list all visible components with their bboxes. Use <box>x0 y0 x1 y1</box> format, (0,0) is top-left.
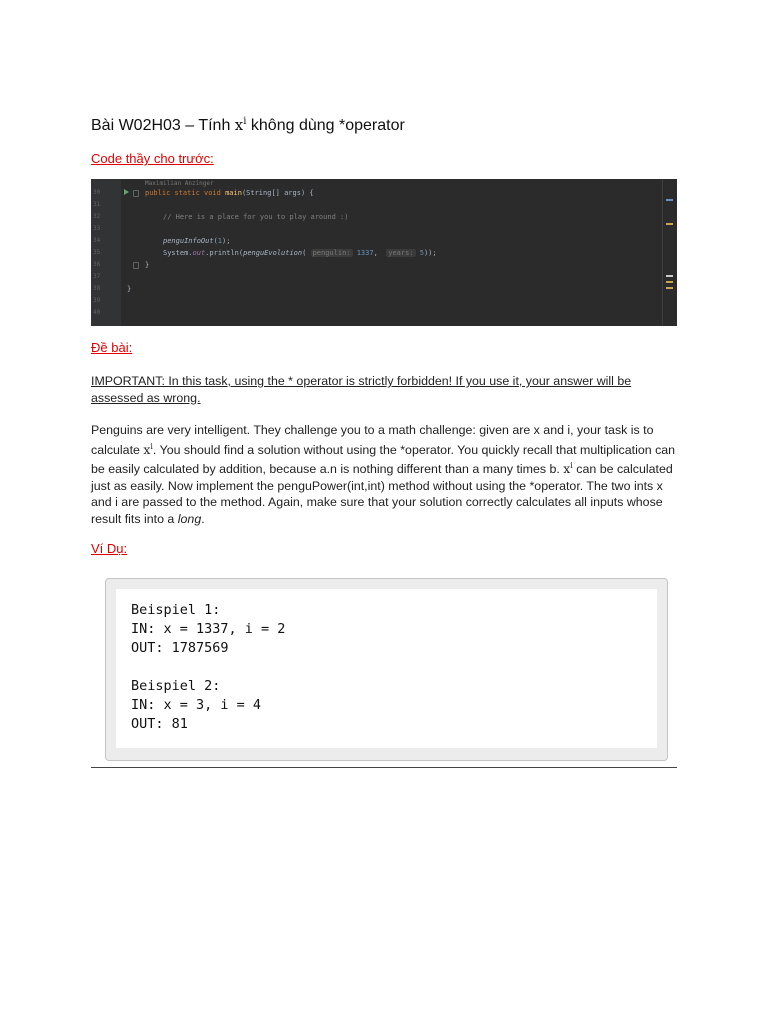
task-heading: Đề bài: <box>91 340 133 355</box>
title-suffix: không dùng *operator <box>246 117 405 134</box>
math-x-i: $x^i$ <box>563 461 573 477</box>
example-line: OUT: 1787569 <box>131 640 229 656</box>
code-line-info: penguInfoOut(1); <box>163 237 231 245</box>
code-line-comment: // Here is a place for you to play around :) <box>163 213 349 221</box>
given-code-heading: Code thầy cho trước: <box>91 151 214 166</box>
horizontal-rule <box>91 767 677 768</box>
task-description: Penguins are very intelligent. They challenge you to a math challenge: given are x and i, your task is to calculate $x^i$. You should find a solution without using the *operator. You quickly recall that multiplication can be easily calculated by addition, because a.n is nothing different than a many times b. $x^i$ can be calculated just as easily. Now implement the penguPower(int,int) method without using the *operator. The two ints x and i are passed to the method. Again, make sure that your solution correctly calculates all inputs whose result fits into a long. <box>91 423 676 526</box>
example-heading: Ví Dụ: <box>91 541 128 556</box>
editor-scrollbar[interactable] <box>662 179 677 326</box>
code-line-close-2: } <box>127 285 132 293</box>
author-hint: Maximilian Anzinger <box>145 180 214 187</box>
title-math: $x^i$ <box>234 116 247 134</box>
code-screenshot <box>91 179 677 326</box>
code-line-println: System.out.println(penguEvolution( pengulin: 1337, years: 5)); <box>163 249 437 257</box>
important-note: IMPORTANT: In this task, using the * operator is strictly forbidden! If you use it, your answer will be assessed as wrong. <box>91 374 632 405</box>
page-title <box>91 116 405 135</box>
example-content <box>116 589 657 748</box>
example-box <box>105 578 668 761</box>
example-line: Beispiel 1: <box>131 602 221 618</box>
example-line: Beispiel 2: <box>131 678 221 694</box>
math-x-i: $x^i$ <box>143 441 153 457</box>
title-prefix: Bài W02H03 – Tính <box>91 117 235 134</box>
example-line: IN: x = 1337, i = 2 <box>131 621 286 637</box>
line-number-gutter: 30 31 32 33 34 35 36 37 38 39 40 <box>91 179 121 326</box>
code-line-close-1: } <box>145 261 150 269</box>
run-gutter-icon[interactable] <box>124 189 129 195</box>
fold-icon[interactable] <box>133 262 139 269</box>
fold-icon[interactable] <box>133 190 139 197</box>
code-line-main: public static void main(String[] args) { <box>145 189 314 197</box>
example-line: OUT: 81 <box>131 716 188 732</box>
example-line: IN: x = 3, i = 4 <box>131 697 262 713</box>
